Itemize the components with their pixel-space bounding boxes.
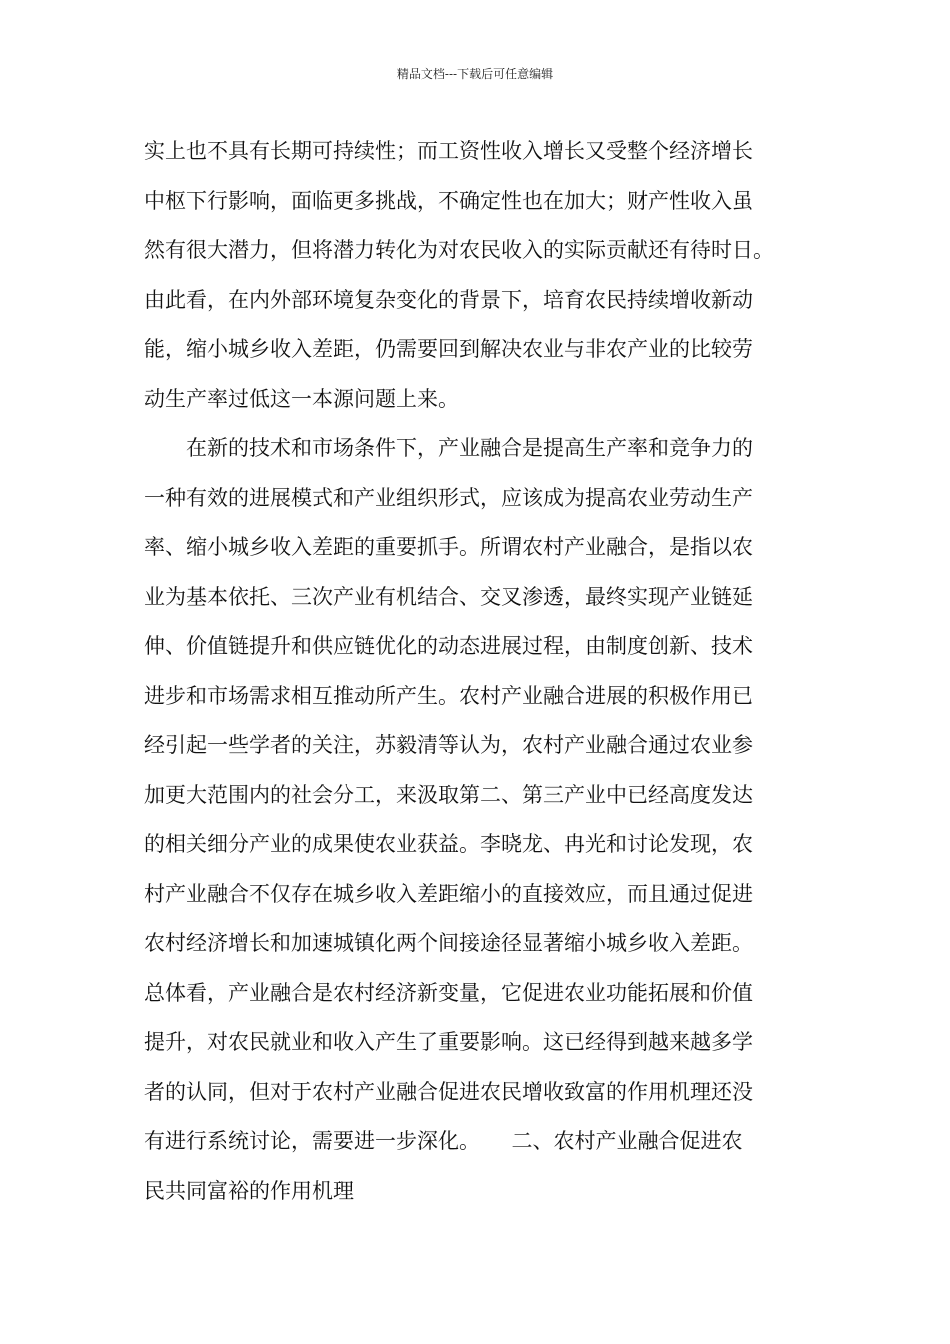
text-line: 由此看，在内外部环境复杂变化的背景下，培育农民持续增收新动 bbox=[144, 287, 753, 312]
text-line: 加更大范围内的社会分工，来汲取第二、第三产业中已经高度发达 bbox=[144, 782, 753, 807]
text-line: 中枢下行影响，面临更多挑战，不确定性也在加大；财产性收入虽 bbox=[144, 188, 753, 213]
text-line: 总体看，产业融合是农村经济新变量，它促进农业功能拓展和价值 bbox=[144, 980, 753, 1005]
text-line: 有进行系统讨论，需要进一步深化。 二、农村产业融合促进农 bbox=[144, 1129, 743, 1153]
text-line: 进步和市场需求相互推动所产生。农村产业融合进展的积极作用已 bbox=[144, 683, 753, 708]
text-line: 能，缩小城乡收入差距，仍需要回到解决农业与非农产业的比较劳 bbox=[144, 337, 753, 361]
body-text bbox=[144, 127, 824, 1216]
text-line: 者的认同，但对于农村产业融合促进农民增收致富的作用机理还没 bbox=[144, 1079, 753, 1104]
text-line: 农村经济增长和加速城镇化两个间接途径显著缩小城乡收入差距。 bbox=[144, 931, 753, 955]
page-header: 精品文档---下载后可任意编辑 bbox=[396, 67, 554, 81]
text-line: 提升，对农民就业和收入产生了重要影响。这已经得到越来越多学 bbox=[144, 1030, 753, 1054]
text-line: 伸、价值链提升和供应链优化的动态进展过程，由制度创新、技术 bbox=[144, 634, 753, 658]
text-line: 民共同富裕的作用机理 bbox=[144, 1178, 354, 1203]
text-line: 然有很大潜力，但将潜力转化为对农民收入的实际贡献还有待时日。 bbox=[144, 238, 774, 262]
text-line: 的相关细分产业的成果使农业获益。李晓龙、冉光和讨论发现，农 bbox=[144, 832, 753, 856]
text-line: 经引起一些学者的关注，苏毅清等认为，农村产业融合通过农业参 bbox=[144, 733, 753, 757]
text-line: 在新的技术和市场条件下，产业融合是提高生产率和竞争力的 bbox=[144, 436, 753, 460]
text-line: 实上也不具有长期可持续性；而工资性收入增长又受整个经济增长 bbox=[144, 139, 753, 163]
text-line: 率、缩小城乡收入差距的重要抓手。所谓农村产业融合，是指以农 bbox=[144, 535, 753, 559]
text-line: 一种有效的进展模式和产业组织形式，应该成为提高农业劳动生产 bbox=[144, 485, 753, 510]
text-line: 动生产率过低这一本源问题上来。 bbox=[144, 386, 459, 411]
text-line: 业为基本依托、三次产业有机结合、交叉渗透，最终实现产业链延 bbox=[144, 584, 753, 609]
text-line: 村产业融合不仅存在城乡收入差距缩小的直接效应，而且通过促进 bbox=[144, 881, 753, 906]
